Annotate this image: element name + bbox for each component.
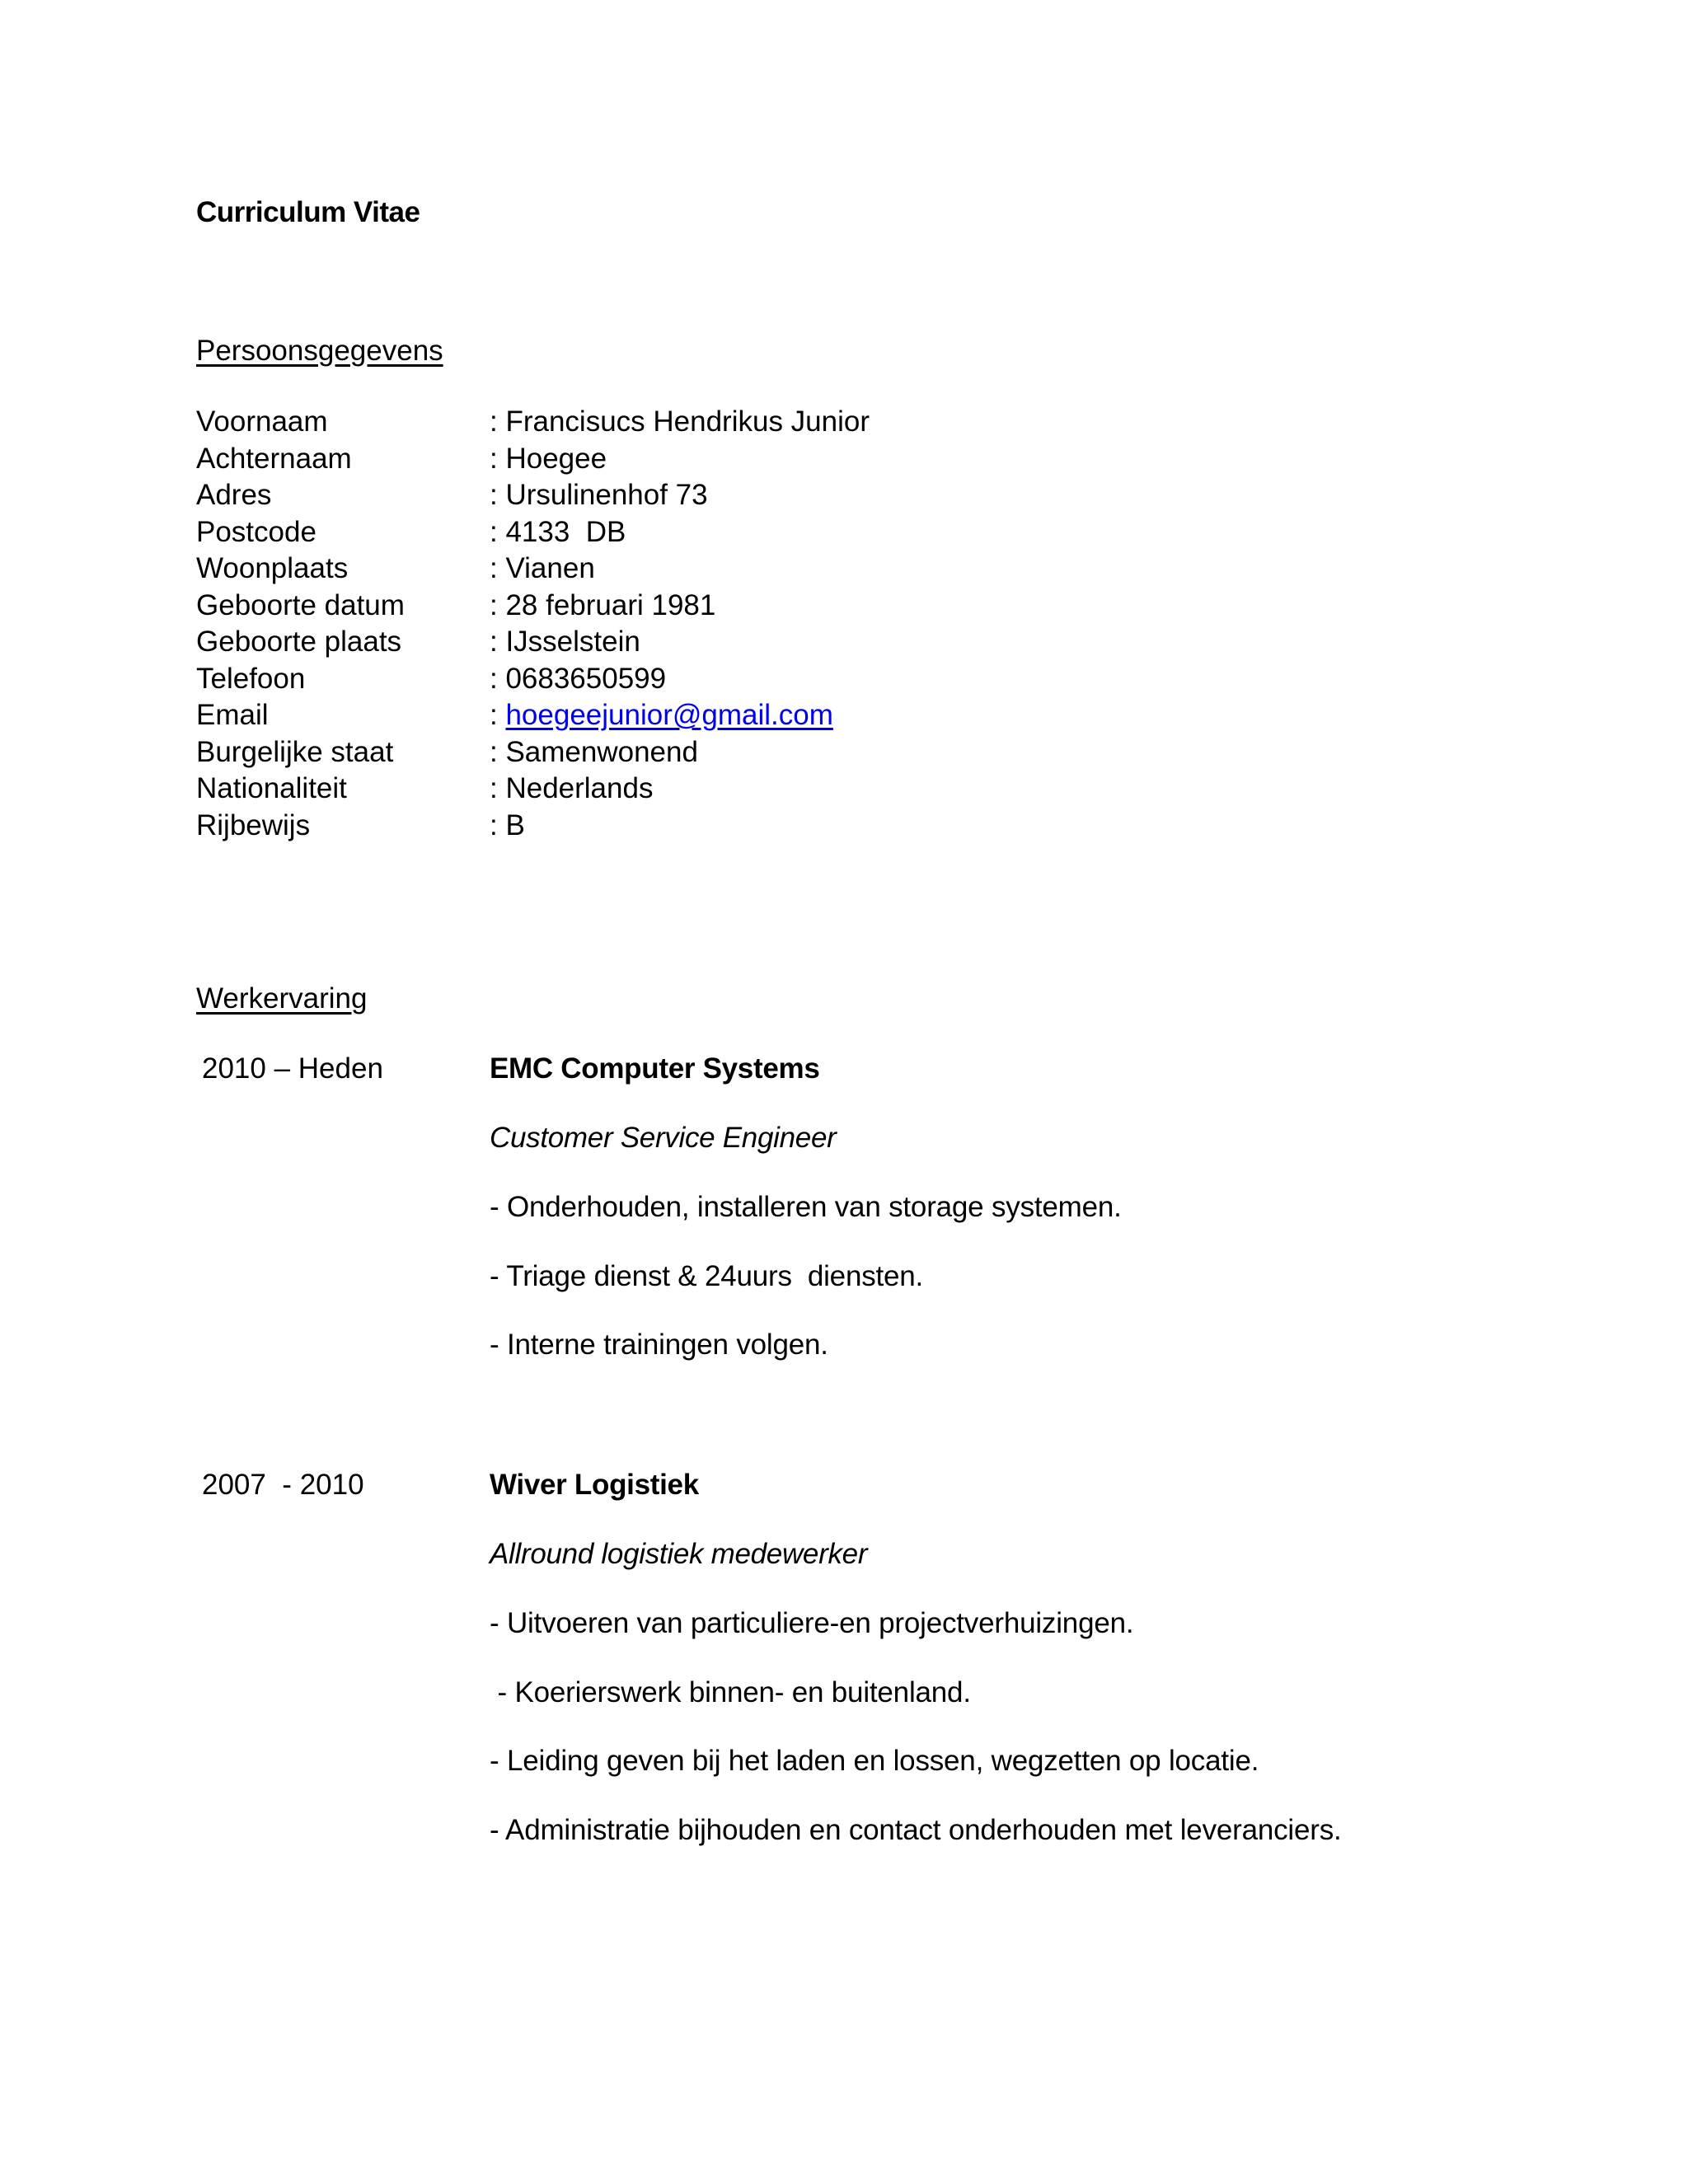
personal-heading: Persoonsgegevens bbox=[196, 335, 443, 367]
detail-row-postcode bbox=[196, 514, 1185, 551]
detail-label: Telefoon bbox=[196, 662, 306, 695]
detail-value: : Hoegee bbox=[490, 442, 607, 475]
detail-row-voornaam bbox=[196, 404, 1185, 441]
detail-row-rijbewijs bbox=[196, 808, 1185, 845]
detail-row-geboorte-datum bbox=[196, 588, 1185, 625]
detail-row-nationaliteit bbox=[196, 771, 1185, 808]
detail-row-geboorte-plaats bbox=[196, 624, 1185, 661]
job-role: Customer Service Engineer bbox=[490, 1122, 837, 1154]
detail-row-adres bbox=[196, 477, 1185, 514]
detail-row-telefoon bbox=[196, 661, 1185, 698]
personal-details bbox=[196, 404, 1185, 844]
detail-label: Voornaam bbox=[196, 405, 328, 438]
detail-value: : Nederlands bbox=[490, 772, 654, 804]
email-prefix: : bbox=[490, 699, 506, 731]
detail-value: : IJsselstein bbox=[490, 626, 640, 658]
detail-value: : 4133 DB bbox=[490, 515, 626, 548]
detail-value: : B bbox=[490, 808, 525, 841]
job-task: - Uitvoeren van particuliere-en projectverhuizingen. bbox=[490, 1607, 1134, 1639]
detail-label: Postcode bbox=[196, 515, 316, 548]
detail-row-email bbox=[196, 697, 1185, 734]
detail-label: Nationaliteit bbox=[196, 772, 347, 804]
job-company: EMC Computer Systems bbox=[490, 1052, 820, 1085]
detail-value: : Vianen bbox=[490, 552, 595, 584]
detail-row-woonplaats bbox=[196, 551, 1185, 588]
experience-heading: Werkervaring bbox=[196, 982, 368, 1015]
detail-value: : 28 februari 1981 bbox=[490, 588, 716, 621]
job-task: - Triage dienst & 24uurs diensten. bbox=[490, 1259, 924, 1292]
detail-value: : Ursulinenhof 73 bbox=[490, 479, 708, 511]
detail-label: Achternaam bbox=[196, 442, 352, 475]
detail-label: Adres bbox=[196, 479, 272, 511]
detail-label: Rijbewijs bbox=[196, 808, 311, 841]
detail-label: Woonplaats bbox=[196, 552, 349, 584]
job-period: 2007 - 2010 bbox=[202, 1469, 364, 1501]
detail-value bbox=[490, 697, 833, 733]
detail-value: : 0683650599 bbox=[490, 662, 667, 695]
job-company: Wiver Logistiek bbox=[490, 1469, 699, 1501]
job-task: - Leiding geven bij het laden en lossen, wegzetten op locatie. bbox=[490, 1745, 1259, 1777]
document-title: Curriculum Vitae bbox=[196, 196, 420, 228]
detail-value: : Samenwonend bbox=[490, 735, 698, 768]
job-task: - Onderhouden, installeren van storage systemen. bbox=[490, 1191, 1122, 1223]
detail-row-burgelijke-staat bbox=[196, 734, 1185, 771]
detail-label: Burgelijke staat bbox=[196, 735, 394, 768]
job-period: 2010 – Heden bbox=[202, 1052, 383, 1085]
job-body bbox=[490, 1051, 1561, 1396]
detail-value: : Francisucs Hendrikus Junior bbox=[490, 405, 870, 438]
detail-label: Geboorte plaats bbox=[196, 626, 402, 658]
job-task: - Administratie bijhouden en contact onderhouden met leveranciers. bbox=[490, 1813, 1342, 1846]
email-link[interactable]: hoegeejunior@gmail.com bbox=[505, 699, 833, 731]
detail-row-achternaam bbox=[196, 441, 1185, 478]
detail-label: Geboorte datum bbox=[196, 588, 405, 621]
job-task: - Interne trainingen volgen. bbox=[490, 1329, 828, 1361]
job-task: - Koerierswerk binnen- en buitenland. bbox=[490, 1675, 971, 1708]
detail-label: Email bbox=[196, 699, 269, 731]
job-body bbox=[490, 1467, 1561, 1881]
job-role: Allround logistiek medewerker bbox=[490, 1538, 868, 1570]
